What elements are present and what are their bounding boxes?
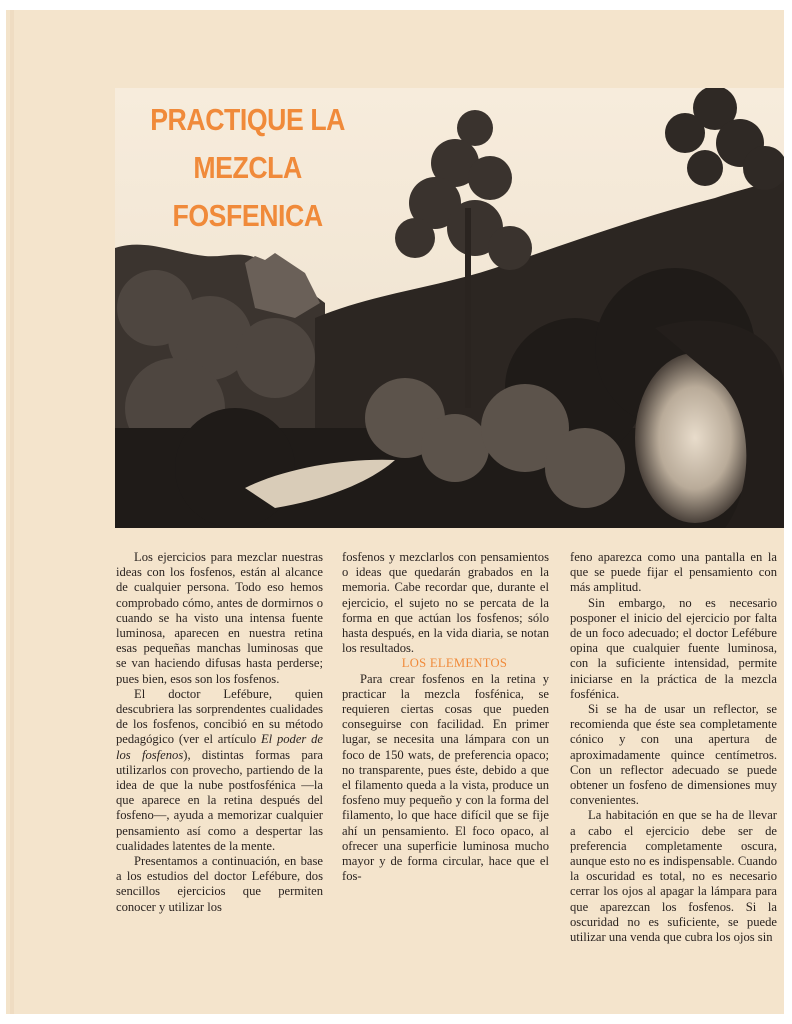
col1-paragraph-2-text-b: ), distintas formas para utilizarlos con provecho, partiendo de la idea de que la nube postfosfénica —la que aparece en la retina después del fosfeno—, ayuda a memorizar cualquier pensamiento así como a despertar las cualidades latentes de la mente. (116, 747, 323, 853)
column-1 (116, 550, 323, 915)
col3-paragraph-4: La habitación en que se ha de llevar a cabo el ejercicio debe ser de preferencia completamente oscura, aunque esto no es indispensable. Cuando la oscuridad es total, no es necesario cerrar los ojos al apagar la lámpara para que aparezcan los fosfenos. Si la oscuridad no es suficiente, se puede utilizar una venda que cubra los ojos sin (570, 808, 777, 945)
col3-paragraph-1: feno aparezca como una pantalla en la que se puede fijar el pensamiento con más amplitud. (570, 550, 777, 595)
title-line-1: PRACTIQUE LA MEZCLA (150, 102, 345, 185)
col3-paragraph-2: Sin embargo, no es necesario posponer el inicio del ejercicio por falta de un foco adecuado; el doctor Lefébure opina que cualquier fuente luminosa, con la suficiente intensidad, permite iniciarse en la práctica de la mezcla fosfénica. (570, 595, 777, 701)
section-heading: LOS ELEMENTOS (401, 656, 508, 671)
col1-paragraph-2-text-a: El doctor Lefébure, quien descubriera las sorprendentes cualidades de los fosfenos, concibió en su método pedagógico (ver el artículo (116, 686, 323, 747)
title-line-2: FOSFENICA (172, 198, 323, 233)
col1-paragraph-2 (116, 687, 323, 854)
col2-paragraph-2: Para crear fosfenos en la retina y practicar la mezcla fosfénica, se requieren ciertas cosas que pueden conseguirse con facilidad. En primer lugar, se necesita una lámpara con un foco de 150 wats, de preferencia opaco; no transparente, pues éste, debido a que el filamento queda a la vista, produce un fosfeno muy pequeño y con la forma del filamento, lo que hace difícil que se fije ahí un pensamiento. El foco opaco, al ofrecer una superficie luminosa mucho mayor y de forma circular, hace que el fos- (342, 671, 549, 884)
magazine-page (14, 10, 784, 1014)
col1-paragraph-1: Los ejercicios para mezclar nuestras ideas con los fosfenos, están al alcance de cualquier persona. Todo eso hemos comprobado cómo, antes de dormirnos o cuando se ha visto una intensa fuente luminosa, aparecen en nuestra retina esas pequeñas manchas luminosas que se van haciendo difusas hasta perderse; pues bien, esos son los fosfenos. (116, 550, 323, 686)
column-2 (342, 550, 549, 884)
article-reference: El poder de los fosfenos (116, 732, 323, 762)
col3-paragraph-3: Si se ha de usar un reflector, se recomienda que éste sea completamente cónico y con una apertura de aproximadamente quince centímetros. Con un reflector adecuado se puede obtener un fosfeno de dimensiones muy convenientes. (570, 702, 777, 808)
col1-paragraph-3: Presentamos a continuación, en base a los estudios del doctor Lefébure, dos sencillos ejercicios que permiten conocer y utilizar los (116, 854, 323, 914)
col2-paragraph-1: fosfenos y mezclarlos con pensamientos o ideas que quedarán grabados en la memoria. Cabe recordar que, durante el ejercicio, el sujeto no se percata de la forma en que actúan los fosfenos; sólo hasta después, en la vida diaria, se notan los resultados. (342, 550, 549, 656)
article-title (110, 96, 385, 240)
column-3 (570, 550, 777, 945)
